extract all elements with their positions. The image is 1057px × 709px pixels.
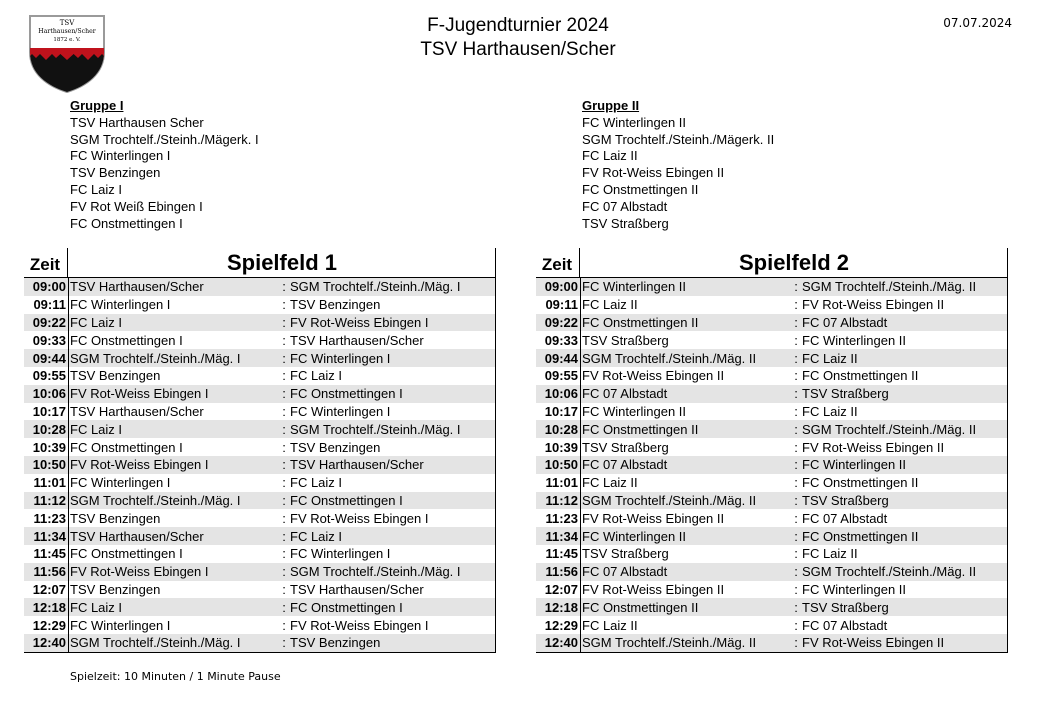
match-row bbox=[24, 331, 496, 349]
away-team: FC Onstmettingen II bbox=[802, 368, 919, 384]
home-team: FC Laiz II bbox=[582, 617, 638, 633]
away-team: FC 07 Albstadt bbox=[802, 617, 888, 633]
group-2 bbox=[582, 98, 774, 232]
time-column-header: Zeit bbox=[29, 255, 61, 274]
match-separator: : bbox=[282, 492, 286, 508]
group-team: FV Rot-Weiss Ebingen II bbox=[582, 165, 725, 181]
home-team: SGM Trochtelf./Steinh./Mäg. I bbox=[70, 350, 241, 366]
away-team: SGM Trochtelf./Steinh./Mäg. I bbox=[290, 421, 461, 437]
match-separator: : bbox=[282, 457, 286, 473]
home-team: FV Rot-Weiss Ebingen I bbox=[70, 386, 209, 402]
match-separator: : bbox=[794, 528, 798, 544]
match-time: 09:33 bbox=[32, 332, 66, 348]
match-time: 09:00 bbox=[32, 279, 66, 295]
match-row bbox=[24, 492, 496, 510]
match-separator: : bbox=[282, 368, 286, 384]
home-team: FC Laiz II bbox=[582, 475, 638, 491]
match-separator: : bbox=[794, 297, 798, 313]
away-team: SGM Trochtelf./Steinh./Mäg. II bbox=[802, 564, 977, 580]
match-row bbox=[24, 527, 496, 545]
match-time: 09:33 bbox=[544, 332, 578, 348]
group-team: SGM Trochtelf./Steinh./Mägerk. II bbox=[582, 131, 775, 147]
match-row bbox=[536, 474, 1008, 492]
away-team: FC Onstmettingen II bbox=[802, 475, 919, 491]
away-team: SGM Trochtelf./Steinh./Mäg. II bbox=[802, 279, 977, 295]
home-team: FC 07 Albstadt bbox=[582, 564, 668, 580]
match-time: 09:55 bbox=[544, 368, 578, 384]
match-row bbox=[536, 456, 1008, 474]
match-row bbox=[24, 385, 496, 403]
home-team: FC Laiz I bbox=[70, 599, 123, 615]
schedule-header bbox=[536, 248, 1008, 278]
home-team: FC Onstmettingen II bbox=[582, 421, 699, 437]
match-separator: : bbox=[794, 510, 798, 526]
club-crest-logo bbox=[26, 12, 108, 94]
match-separator: : bbox=[794, 350, 798, 366]
match-time: 09:44 bbox=[544, 350, 578, 366]
group-1 bbox=[70, 98, 259, 232]
match-list bbox=[536, 278, 1008, 653]
away-team: TSV Benzingen bbox=[290, 297, 381, 313]
home-team: TSV Harthausen/Scher bbox=[70, 528, 204, 544]
away-team: SGM Trochtelf./Steinh./Mäg. II bbox=[802, 421, 977, 437]
match-time: 10:50 bbox=[544, 457, 578, 473]
match-row bbox=[24, 616, 496, 634]
match-row bbox=[24, 598, 496, 616]
away-team: FV Rot-Weiss Ebingen I bbox=[290, 314, 429, 330]
away-team: FC Winterlingen I bbox=[290, 350, 391, 366]
match-separator: : bbox=[282, 332, 286, 348]
match-separator: : bbox=[794, 599, 798, 615]
title-line2: TSV Harthausen/Scher bbox=[420, 39, 616, 60]
home-team: TSV Harthausen/Scher bbox=[70, 403, 204, 419]
home-team: FC Winterlingen I bbox=[70, 297, 171, 313]
home-team: FC Winterlingen II bbox=[582, 403, 687, 419]
home-team: TSV Benzingen bbox=[70, 510, 161, 526]
home-team: FV Rot-Weiss Ebingen I bbox=[70, 564, 209, 580]
match-row bbox=[536, 385, 1008, 403]
match-time: 10:06 bbox=[544, 386, 578, 402]
home-team: FC Onstmettingen I bbox=[70, 439, 183, 455]
home-team: TSV Harthausen/Scher bbox=[70, 279, 204, 295]
home-team: TSV Benzingen bbox=[70, 581, 161, 597]
match-time: 11:34 bbox=[33, 528, 66, 544]
match-time: 09:11 bbox=[33, 297, 66, 313]
away-team: FC Onstmettingen I bbox=[290, 599, 403, 615]
group-team: SGM Trochtelf./Steinh./Mägerk. I bbox=[70, 131, 259, 147]
away-team: FV Rot-Weiss Ebingen II bbox=[802, 635, 945, 651]
match-time: 10:39 bbox=[32, 439, 66, 455]
crest-text-line1: TSV bbox=[59, 19, 75, 27]
home-team: SGM Trochtelf./Steinh./Mäg. II bbox=[582, 492, 757, 508]
away-team: FC Winterlingen I bbox=[290, 403, 391, 419]
match-separator: : bbox=[282, 439, 286, 455]
match-row bbox=[536, 420, 1008, 438]
home-team: FV Rot-Weiss Ebingen I bbox=[70, 457, 209, 473]
tournament-title bbox=[340, 14, 696, 62]
match-row bbox=[24, 545, 496, 563]
home-team: FC Winterlingen I bbox=[70, 617, 171, 633]
match-row bbox=[24, 634, 496, 652]
home-team: FV Rot-Weiss Ebingen II bbox=[582, 368, 725, 384]
match-separator: : bbox=[282, 475, 286, 491]
match-time: 09:00 bbox=[544, 279, 578, 295]
match-row bbox=[24, 367, 496, 385]
match-row bbox=[24, 420, 496, 438]
match-time: 11:34 bbox=[545, 528, 578, 544]
match-time: 12:18 bbox=[32, 599, 66, 615]
match-row bbox=[536, 616, 1008, 634]
away-team: FV Rot-Weiss Ebingen II bbox=[802, 439, 945, 455]
match-time: 12:07 bbox=[544, 581, 578, 597]
match-separator: : bbox=[282, 546, 286, 562]
away-team: SGM Trochtelf./Steinh./Mäg. I bbox=[290, 279, 461, 295]
home-team: SGM Trochtelf./Steinh./Mäg. II bbox=[582, 635, 757, 651]
away-team: FC Laiz I bbox=[290, 528, 343, 544]
away-team: TSV Harthausen/Scher bbox=[290, 332, 424, 348]
match-row bbox=[536, 349, 1008, 367]
match-time: 10:50 bbox=[32, 457, 66, 473]
match-time: 11:01 bbox=[33, 475, 66, 491]
away-team: FC Laiz II bbox=[802, 546, 858, 562]
group-team: TSV Straßberg bbox=[582, 215, 669, 231]
group-team: FC Winterlingen I bbox=[70, 148, 171, 164]
match-time: 10:17 bbox=[32, 403, 66, 419]
field-title: Spielfeld 2 bbox=[738, 250, 850, 275]
home-team: FC 07 Albstadt bbox=[582, 386, 668, 402]
match-separator: : bbox=[794, 635, 798, 651]
crest-text-line3: 1872 e. V. bbox=[53, 37, 81, 43]
match-time: 11:23 bbox=[545, 510, 578, 526]
match-time: 10:28 bbox=[544, 421, 578, 437]
match-separator: : bbox=[794, 617, 798, 633]
home-team: FC 07 Albstadt bbox=[582, 457, 668, 473]
home-team: FC Laiz I bbox=[70, 314, 123, 330]
away-team: TSV Harthausen/Scher bbox=[290, 581, 424, 597]
match-separator: : bbox=[794, 279, 798, 295]
group-team: TSV Harthausen Scher bbox=[70, 114, 204, 130]
home-team: TSV Straßberg bbox=[582, 546, 669, 562]
group-team: FC Onstmettingen I bbox=[70, 215, 183, 231]
match-separator: : bbox=[282, 421, 286, 437]
match-row bbox=[536, 438, 1008, 456]
crest-text-line2: Harthausen/Scher bbox=[38, 28, 96, 35]
home-team: FC Laiz I bbox=[70, 421, 123, 437]
home-team: TSV Straßberg bbox=[582, 439, 669, 455]
match-row bbox=[24, 438, 496, 456]
match-separator: : bbox=[794, 492, 798, 508]
match-separator: : bbox=[282, 617, 286, 633]
away-team: FC Winterlingen II bbox=[802, 332, 907, 348]
match-row bbox=[536, 296, 1008, 314]
match-separator: : bbox=[282, 386, 286, 402]
match-time: 12:29 bbox=[32, 617, 66, 633]
field-1-schedule bbox=[24, 248, 496, 653]
home-team: FC Onstmettingen II bbox=[582, 314, 699, 330]
match-row bbox=[536, 492, 1008, 510]
group-team: FC Laiz I bbox=[70, 181, 123, 197]
away-team: FC Winterlingen II bbox=[802, 581, 907, 597]
away-team: FC Onstmettingen I bbox=[290, 386, 403, 402]
match-time: 11:23 bbox=[33, 510, 66, 526]
home-team: FC Winterlingen I bbox=[70, 475, 171, 491]
group-team: FC Onstmettingen II bbox=[582, 181, 699, 197]
time-column-header: Zeit bbox=[541, 255, 573, 274]
match-time: 10:06 bbox=[32, 386, 66, 402]
match-row bbox=[536, 403, 1008, 421]
away-team: FC 07 Albstadt bbox=[802, 314, 888, 330]
match-row bbox=[536, 581, 1008, 599]
match-row bbox=[24, 581, 496, 599]
title-line1: F-Jugendturnier 2024 bbox=[427, 15, 609, 36]
match-separator: : bbox=[282, 599, 286, 615]
away-team: TSV Straßberg bbox=[802, 492, 889, 508]
match-row bbox=[536, 367, 1008, 385]
match-time: 11:01 bbox=[545, 475, 578, 491]
away-team: TSV Harthausen/Scher bbox=[290, 457, 424, 473]
match-row bbox=[536, 314, 1008, 332]
away-team: FC 07 Albstadt bbox=[802, 510, 888, 526]
home-team: FC Winterlingen II bbox=[582, 528, 687, 544]
away-team: TSV Straßberg bbox=[802, 599, 889, 615]
field-2-schedule bbox=[536, 248, 1008, 653]
away-team: FC Onstmettingen I bbox=[290, 492, 403, 508]
home-team: FC Onstmettingen II bbox=[582, 599, 699, 615]
match-separator: : bbox=[282, 314, 286, 330]
match-time: 12:40 bbox=[32, 635, 66, 651]
group-team: FC 07 Albstadt bbox=[582, 198, 668, 214]
match-row bbox=[24, 509, 496, 527]
away-team: FC Winterlingen I bbox=[290, 546, 391, 562]
play-time-note: Spielzeit: 10 Minuten / 1 Minute Pause bbox=[70, 670, 281, 683]
match-time: 12:07 bbox=[32, 581, 66, 597]
home-team: SGM Trochtelf./Steinh./Mäg. I bbox=[70, 492, 241, 508]
match-separator: : bbox=[794, 386, 798, 402]
match-separator: : bbox=[282, 510, 286, 526]
match-row bbox=[24, 456, 496, 474]
match-row bbox=[24, 314, 496, 332]
away-team: FC Laiz II bbox=[802, 403, 858, 419]
match-row bbox=[24, 403, 496, 421]
away-team: SGM Trochtelf./Steinh./Mäg. I bbox=[290, 564, 461, 580]
match-time: 12:29 bbox=[544, 617, 578, 633]
match-row bbox=[536, 634, 1008, 652]
match-time: 12:18 bbox=[544, 599, 578, 615]
match-separator: : bbox=[282, 528, 286, 544]
match-separator: : bbox=[794, 421, 798, 437]
match-separator: : bbox=[282, 350, 286, 366]
match-time: 09:11 bbox=[545, 297, 578, 313]
match-time: 11:56 bbox=[33, 564, 66, 580]
match-separator: : bbox=[794, 403, 798, 419]
match-time: 11:45 bbox=[33, 546, 66, 562]
group-team: FC Winterlingen II bbox=[582, 114, 687, 130]
away-team: TSV Straßberg bbox=[802, 386, 889, 402]
match-row bbox=[536, 598, 1008, 616]
match-separator: : bbox=[794, 314, 798, 330]
home-team: FC Onstmettingen I bbox=[70, 332, 183, 348]
match-time: 11:12 bbox=[33, 492, 66, 508]
match-separator: : bbox=[282, 297, 286, 313]
match-separator: : bbox=[282, 279, 286, 295]
match-time: 09:22 bbox=[32, 314, 66, 330]
match-separator: : bbox=[282, 403, 286, 419]
match-list bbox=[24, 278, 496, 653]
match-row bbox=[536, 563, 1008, 581]
match-time: 10:39 bbox=[544, 439, 578, 455]
match-separator: : bbox=[794, 368, 798, 384]
document-date: 07.07.2024 bbox=[943, 16, 1012, 30]
match-row bbox=[24, 278, 496, 296]
home-team: FC Onstmettingen I bbox=[70, 546, 183, 562]
match-time: 12:40 bbox=[544, 635, 578, 651]
away-team: FV Rot-Weiss Ebingen I bbox=[290, 617, 429, 633]
field-title: Spielfeld 1 bbox=[226, 250, 338, 275]
match-row bbox=[536, 331, 1008, 349]
match-time: 10:17 bbox=[544, 403, 578, 419]
away-team: FC Onstmettingen II bbox=[802, 528, 919, 544]
match-separator: : bbox=[794, 475, 798, 491]
match-separator: : bbox=[794, 332, 798, 348]
home-team: SGM Trochtelf./Steinh./Mäg. II bbox=[582, 350, 757, 366]
match-time: 11:56 bbox=[545, 564, 578, 580]
match-time: 09:22 bbox=[544, 314, 578, 330]
match-time: 11:45 bbox=[545, 546, 578, 562]
match-separator: : bbox=[794, 564, 798, 580]
match-separator: : bbox=[794, 439, 798, 455]
away-team: TSV Benzingen bbox=[290, 439, 381, 455]
match-separator: : bbox=[794, 457, 798, 473]
group-team: TSV Benzingen bbox=[70, 165, 161, 181]
match-time: 11:12 bbox=[545, 492, 578, 508]
group-title: Gruppe II bbox=[582, 98, 640, 113]
group-team: FV Rot Weiß Ebingen I bbox=[70, 198, 203, 214]
match-row bbox=[24, 474, 496, 492]
away-team: FC Winterlingen II bbox=[802, 457, 907, 473]
away-team: FC Laiz I bbox=[290, 475, 343, 491]
match-row bbox=[536, 278, 1008, 296]
home-team: TSV Benzingen bbox=[70, 368, 161, 384]
home-team: FV Rot-Weiss Ebingen II bbox=[582, 581, 725, 597]
match-row bbox=[536, 527, 1008, 545]
match-time: 10:28 bbox=[32, 421, 66, 437]
match-separator: : bbox=[794, 581, 798, 597]
away-team: TSV Benzingen bbox=[290, 635, 381, 651]
match-row bbox=[24, 349, 496, 367]
match-time: 09:55 bbox=[32, 368, 66, 384]
schedule-header bbox=[24, 248, 496, 278]
away-team: FC Laiz II bbox=[802, 350, 858, 366]
match-separator: : bbox=[282, 564, 286, 580]
match-separator: : bbox=[282, 635, 286, 651]
away-team: FV Rot-Weiss Ebingen II bbox=[802, 297, 945, 313]
away-team: FC Laiz I bbox=[290, 368, 343, 384]
home-team: SGM Trochtelf./Steinh./Mäg. I bbox=[70, 635, 241, 651]
match-row bbox=[536, 509, 1008, 527]
match-row bbox=[24, 296, 496, 314]
match-row bbox=[24, 563, 496, 581]
home-team: TSV Straßberg bbox=[582, 332, 669, 348]
away-team: FV Rot-Weiss Ebingen I bbox=[290, 510, 429, 526]
group-title: Gruppe I bbox=[70, 98, 124, 113]
match-row bbox=[536, 545, 1008, 563]
match-time: 09:44 bbox=[32, 350, 66, 366]
match-separator: : bbox=[794, 546, 798, 562]
match-separator: : bbox=[282, 581, 286, 597]
group-team: FC Laiz II bbox=[582, 148, 638, 164]
home-team: FC Winterlingen II bbox=[582, 279, 687, 295]
home-team: FV Rot-Weiss Ebingen II bbox=[582, 510, 725, 526]
home-team: FC Laiz II bbox=[582, 297, 638, 313]
